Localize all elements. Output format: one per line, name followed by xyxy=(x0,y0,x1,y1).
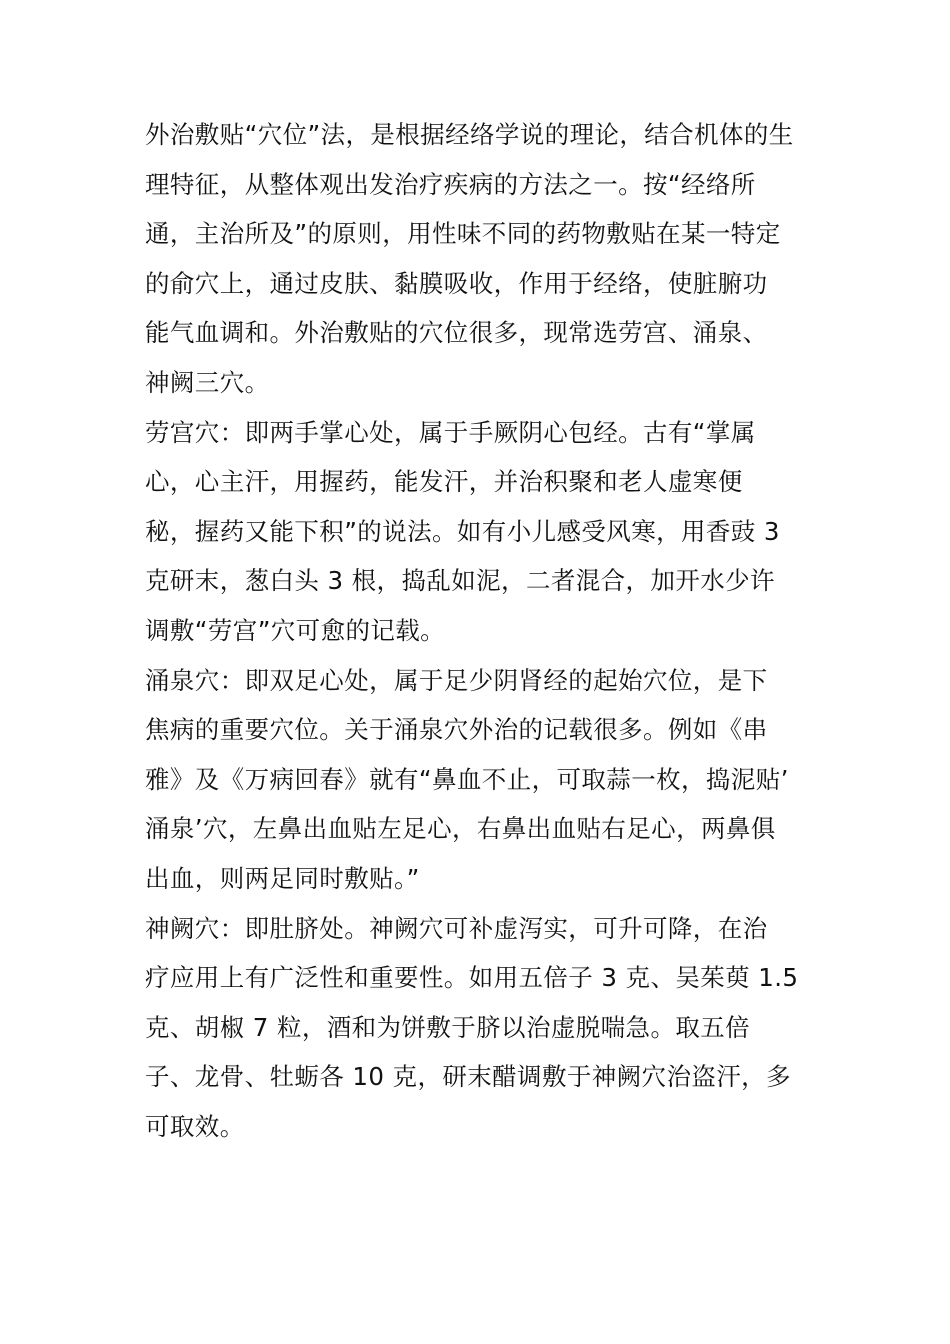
text-line: 心，心主汗，用握药，能发汗，并治积聚和老人虚寒便 xyxy=(145,467,743,497)
text-line: 能气血调和。外治敷贴的穴位很多，现常选劳宫、涌泉、 xyxy=(145,318,768,348)
body-text xyxy=(145,110,825,1151)
text-line: 理特征，从整体观出发治疗疾病的方法之一。按“经络所 xyxy=(145,169,756,199)
text-line: 子、龙骨、牡蛎各 10 克，研末醋调敷于神阙穴治盗汗，多 xyxy=(145,1062,791,1092)
text-line: 克、胡椒 7 粒，酒和为饼敷于脐以治虚脱喘急。取五倍 xyxy=(145,1012,751,1042)
text-line: 涌泉’穴，左鼻出血贴左足心，右鼻出血贴右足心，两鼻俱 xyxy=(145,814,776,844)
text-line: 神阙三穴。 xyxy=(145,367,270,397)
text-line: 焦病的重要穴位。关于涌泉穴外治的记载很多。例如《串 xyxy=(145,715,768,745)
text-line: 调敷“劳宫”穴可愈的记载。 xyxy=(145,615,446,645)
text-line: 克研末，葱白头 3 根，捣乱如泥，二者混合，加开水少许 xyxy=(145,566,775,596)
text-line: 涌泉穴：即双足心处，属于足少阴肾经的起始穴位，是下 xyxy=(145,665,768,695)
text-line: 雅》及《万病回春》就有“鼻血不止，可取蒜一枚，捣泥贴’ xyxy=(145,764,789,794)
text-line: 出血，则两足同时敷贴。” xyxy=(145,863,420,893)
text-line: 疗应用上有广泛性和重要性。如用五倍子 3 克、吴茱萸 1.5 xyxy=(145,963,799,993)
text-line: 的俞穴上，通过皮肤、黏膜吸收，作用于经络，使脏腑功 xyxy=(145,268,768,298)
text-line: 通，主治所及”的原则，用性味不同的药物敷贴在某一特定 xyxy=(145,219,781,249)
text-line: 秘，握药又能下积”的说法。如有小儿感受风寒，用香豉 3 xyxy=(145,516,780,546)
text-line: 外治敷贴“穴位”法，是根据经络学说的理论，结合机体的生 xyxy=(145,120,794,149)
text-line: 可取效。 xyxy=(145,1111,245,1141)
text-line: 劳宫穴：即两手掌心处，属于手厥阴心包经。古有“掌属 xyxy=(145,417,756,447)
text-line: 神阙穴：即肚脐处。神阙穴可补虚泻实，可升可降，在治 xyxy=(145,913,768,943)
